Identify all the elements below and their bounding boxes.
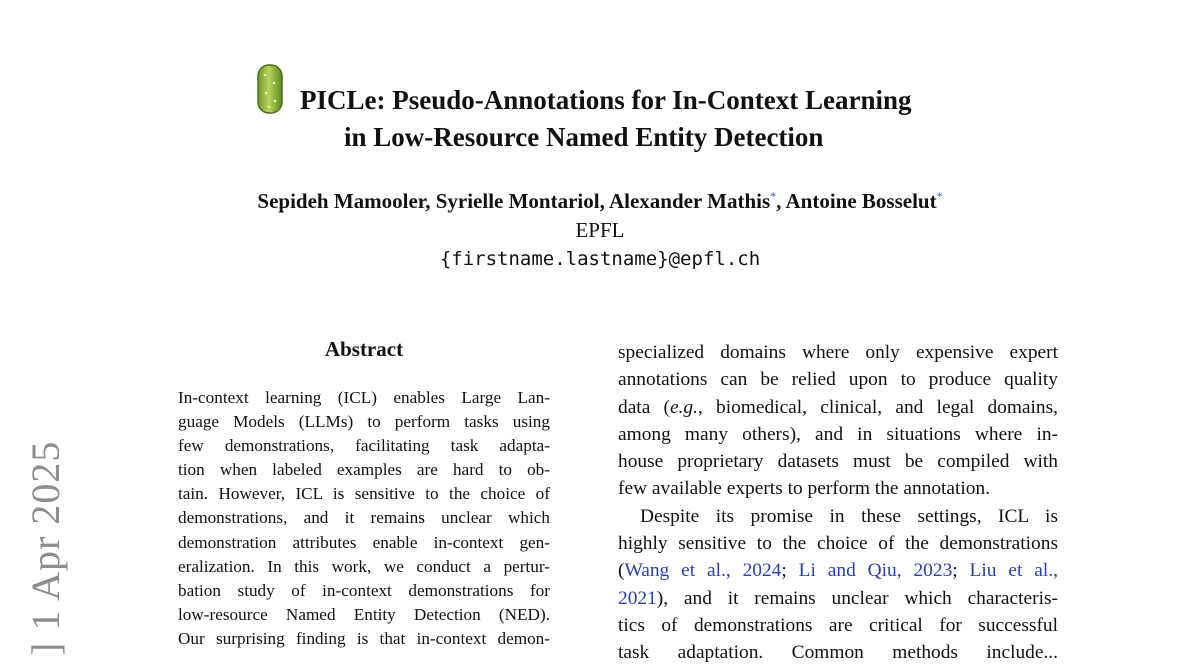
abstract-line: low-resource Named Entity Detection (NED). (178, 604, 550, 624)
abstract-line: Our surprising finding is that in-context demon- (178, 628, 550, 648)
author-email: {firstname.lastname}@epfl.ch (439, 248, 761, 270)
abstract-line: In-context learning (ICL) enables Large Lan- (178, 388, 550, 407)
affiliation: EPFL (575, 218, 625, 242)
author-1: Sepideh Mamooler, (257, 189, 436, 213)
body-line: 2021), and it remains unclear which characteris- (618, 587, 1058, 609)
equal-advising-mark-2[interactable]: * (936, 189, 943, 203)
abstract-line: tion when labeled examples are hard to ob- (178, 460, 550, 480)
pickle-logo-icon (255, 63, 285, 115)
intro-column (618, 339, 1058, 667)
abstract-line: demonstration attributes enable in-context gen- (178, 532, 550, 552)
arxiv-stamp: ] 1 Apr 2025 (23, 440, 68, 656)
title-line-2: in Low-Resource Named Entity Detection (344, 122, 824, 152)
body-line: specialized domains where only expensive expert (618, 342, 1058, 363)
abstract-line: tain. However, ICL is sensitive to the choice of (178, 484, 550, 504)
title-line-1: PICLe: Pseudo-Annotations for In-Context Learning (300, 85, 912, 115)
body-line: Despite its promise in these settings, ICL is (640, 505, 1058, 527)
abstract-line: eralization. In this work, we conduct a pertur- (178, 556, 550, 576)
paper-title (300, 82, 1000, 156)
abstract-line: demonstrations, and it remains unclear which (178, 508, 550, 528)
body-line: among many others), and in situations where in- (618, 423, 1058, 445)
body-line: house proprietary datasets must be compiled with (618, 451, 1058, 473)
abstract-heading: Abstract (324, 337, 404, 361)
author-2: Syrielle Montariol, (435, 189, 609, 213)
citation-link[interactable]: Li and Qiu, 2023 (798, 560, 953, 582)
body-line: annotations can be relied upon to produce quality (618, 369, 1058, 391)
citation-link[interactable]: Wang et al., 2024 (624, 560, 782, 582)
body-line: highly sensitive to the choice of the demonstrations (618, 533, 1058, 555)
author-4: , Antoine Bosselut (776, 189, 937, 213)
abstract-line: bation study of in-context demonstrations for (178, 580, 550, 600)
abstract-line: few demonstrations, facilitating task adapta- (178, 436, 550, 456)
author-list (0, 189, 1200, 214)
author-3: Alexander Mathis (608, 189, 771, 213)
body-line: task adaptation. Common methods include... (618, 642, 1058, 664)
abstract-body (178, 386, 550, 651)
body-line: tics of demonstrations are critical for successful (618, 614, 1058, 636)
equal-advising-mark[interactable]: * (770, 189, 777, 203)
citation-link[interactable]: 2021 (618, 587, 657, 609)
eg-italic: e.g. (669, 396, 698, 418)
body-line: data (e.g., biomedical, clinical, and legal domains, (618, 396, 1058, 418)
body-line: (Wang et al., 2024; Li and Qiu, 2023; Liu et al., (618, 560, 1058, 582)
abstract-line: guage Models (LLMs) to perform tasks using (178, 412, 550, 432)
citation-link[interactable]: Liu et al., (969, 560, 1058, 582)
body-line: few available experts to perform the annotation. (618, 478, 991, 500)
